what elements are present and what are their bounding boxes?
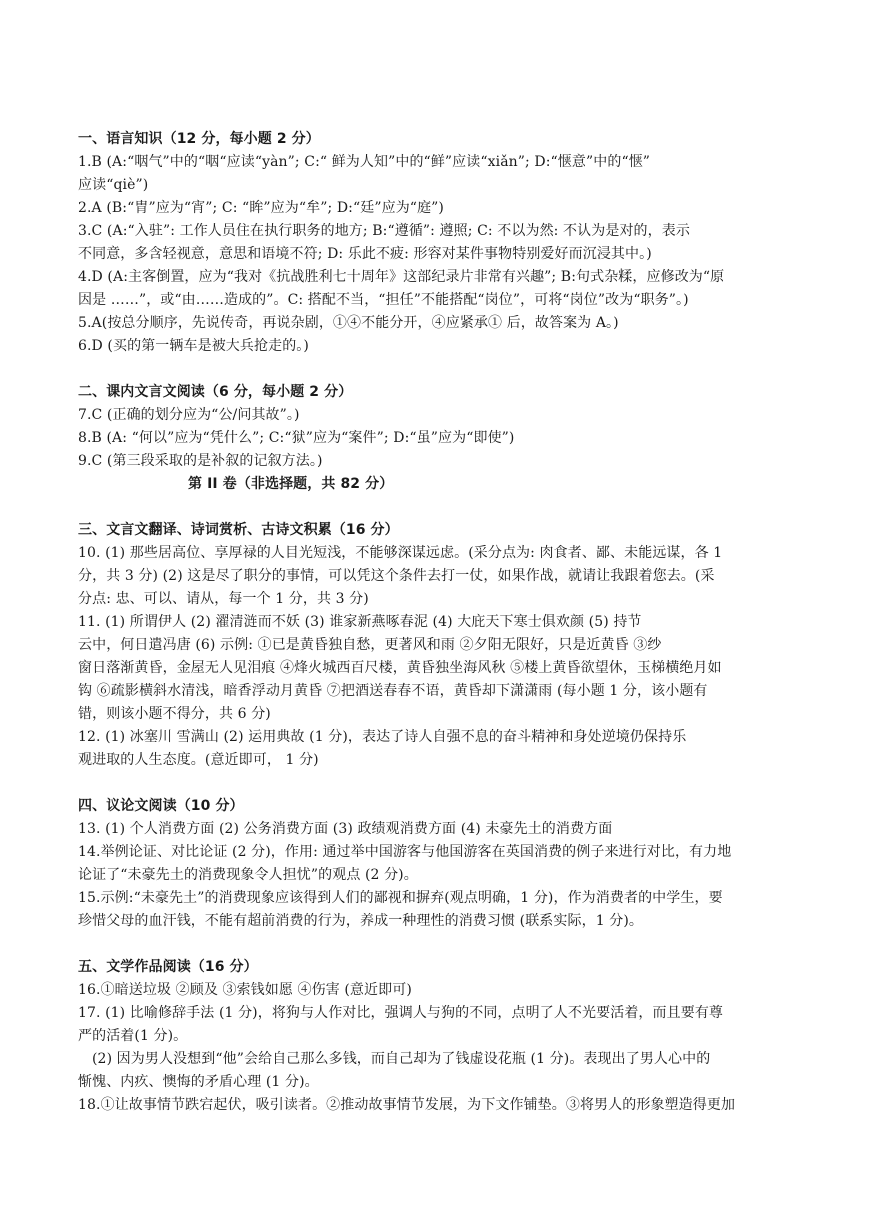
answer-line: 8.B (A: “何以”应为“凭什么”; C:“狱”应为“案件”; D:“虽”应为“即使”) bbox=[78, 430, 515, 446]
answer-line: 6.D (买的第一辆车是被大兵抢走的。) bbox=[78, 338, 309, 354]
answer-line: 钩 ⑥疏影横斜水清浅，暗香浮动月黄昏 ⑦把酒送春春不语，黄昏却下潇潇雨 (每小题 1 分，该小题有 bbox=[78, 683, 708, 699]
answer-line: 4.D (A:主客倒置，应为“我对《抗战胜利七十周年》这部纪录片非常有兴趣”; B:句式杂糅，应修改为“原 bbox=[78, 269, 725, 285]
answer-line: 14.举例论证、对比论证 (2 分)，作用: 通过举中国游客与他国游客在英国消费的例子来进行对比，有力地 bbox=[78, 844, 732, 860]
answer-line: 15.示例:“未豪先土”的消费现象应该得到人们的鄙视和摒弃(观点明确，1 分)，作为消费者的中学生，要 bbox=[78, 890, 723, 906]
answer-line: 不同意，多含轻视意，意思和语境不符; D: 乐此不疲: 形容对某件事物特别爱好而沉浸其中。) bbox=[78, 246, 652, 262]
section-heading-argumentative-reading: 四、议论文阅读（10 分） bbox=[78, 798, 244, 814]
volume-title: 第 II 卷（非选择题，共 82 分） bbox=[188, 476, 394, 492]
section-divider bbox=[78, 496, 798, 519]
answer-line: 17. (1) 比喻修辞手法 (1 分)，将狗与人作对比，强调人与狗的不同，点明了人不光要活着，而且要有尊 bbox=[78, 1005, 724, 1021]
section-heading-literary-reading: 五、文学作品阅读（16 分） bbox=[78, 959, 258, 975]
section-heading-language-knowledge: 一、语言知识（12 分，每小题 2 分） bbox=[78, 131, 320, 147]
section-divider bbox=[78, 933, 798, 956]
answer-line: 1.B (A:“咽气”中的“咽“应读“yàn”; C:“ 鲜为人知”中的“鲜”应读“xiǎn”; D:“惬意”中的“惬” bbox=[78, 154, 651, 170]
section-heading-classical-reading: 二、课内文言文阅读（6 分，每小题 2 分） bbox=[78, 384, 353, 400]
answer-line: 18.①让故事情节跌宕起伏，吸引读者。②推动故事情节发展，为下文作铺垫。③将男人的形象塑造得更加 bbox=[78, 1097, 736, 1113]
answer-line: 严的活着(1 分)。 bbox=[78, 1028, 188, 1044]
answer-line: 错，则该小题不得分，共 6 分) bbox=[78, 706, 271, 722]
answer-line: 2.A (B:“胄”应为“宵”; C: “眸”应为“牟”; D:“廷”应为“庭”) bbox=[78, 200, 444, 216]
section-heading-translation-poetry: 三、文言文翻译、诗词赏析、古诗文积累（16 分） bbox=[78, 522, 399, 538]
answer-line: 13. (1) 个人消费方面 (2) 公务消费方面 (3) 政绩观消费方面 (4) 未豪先土的消费方面 bbox=[78, 821, 613, 837]
answer-line: 论证了“未豪先土的消费现象令人担忧”的观点 (2 分)。 bbox=[78, 867, 418, 883]
answer-line: 11. (1) 所谓伊人 (2) 濯清涟而不妖 (3) 谁家新燕啄春泥 (4) 大庇天下寒士俱欢颜 (5) 持节 bbox=[78, 614, 642, 630]
answer-line: 3.C (A:“入驻”: 工作人员住在执行职务的地方; B:“遵循”: 遵照; C: 不以为然: 不认为是对的，表示 bbox=[78, 223, 690, 239]
answer-line: 观进取的人生态度。(意近即可， 1 分) bbox=[78, 752, 319, 768]
answer-line: 应读“qiè”) bbox=[78, 177, 149, 193]
answer-line: 10. (1) 那些居高位、享厚禄的人目光短浅，不能够深谋远虑。(采分点为: 肉食者、鄙、未能远谋，各 1 bbox=[78, 545, 723, 561]
section-divider bbox=[78, 772, 798, 795]
answer-line: (2) 因为男人没想到“他”会给自己那么多钱，而自己却为了钱虚设花瓶 (1 分)。表现出了男人心中的 bbox=[92, 1051, 711, 1067]
answer-line: 窗日落渐黄昏，金屋无人见泪痕 ④烽火城西百尺楼，黄昏独坐海风秋 ⑤楼上黄昏欲望休，玉梯横绝月如 bbox=[78, 660, 722, 676]
answer-line: 因是 ……”，或“由……造成的”。C: 搭配不当，“担任”不能搭配“岗位”，可将“岗位”改为“职务”。) bbox=[78, 292, 689, 308]
answer-line: 云中，何日遣冯唐 (6) 示例: ①已是黄昏独自愁，更著风和雨 ②夕阳无限好，只是近黄昏 ③纱 bbox=[78, 637, 662, 653]
answer-line: 12. (1) 冰塞川 雪满山 (2) 运用典故 (1 分)，表达了诗人自强不息的奋斗精神和身处逆境仍保持乐 bbox=[78, 729, 687, 745]
answer-line: 分，共 3 分) (2) 这是尽了职分的事情，可以凭这个条件去打一仗，如果作战，就请让我跟着您去。(采 bbox=[78, 568, 715, 584]
section-divider bbox=[78, 358, 798, 381]
answer-line: 5.A(按总分顺序，先说传奇，再说杂剧，①④不能分开，④应紧承① 后，故答案为 A。) bbox=[78, 315, 619, 331]
answer-line: 7.C (正确的划分应为“公/问其故”。) bbox=[78, 407, 300, 423]
answer-line: 惭愧、内疚、懊悔的矛盾心理 (1 分)。 bbox=[78, 1074, 319, 1090]
answer-line: 16.①暗送垃圾 ②顾及 ③索钱如愿 ④伤害 (意近即可) bbox=[78, 982, 412, 998]
answer-line: 珍惜父母的血汗钱，不能有超前消费的行为，养成一种理性的消费习惯 (联系实际，1 分)。 bbox=[78, 913, 644, 929]
answer-key-page bbox=[78, 128, 798, 1117]
answer-line: 9.C (第三段采取的是补叙的记叙方法。) bbox=[78, 453, 323, 469]
answer-line: 分点: 忠、可以、请从，每一个 1 分，共 3 分) bbox=[78, 591, 369, 607]
